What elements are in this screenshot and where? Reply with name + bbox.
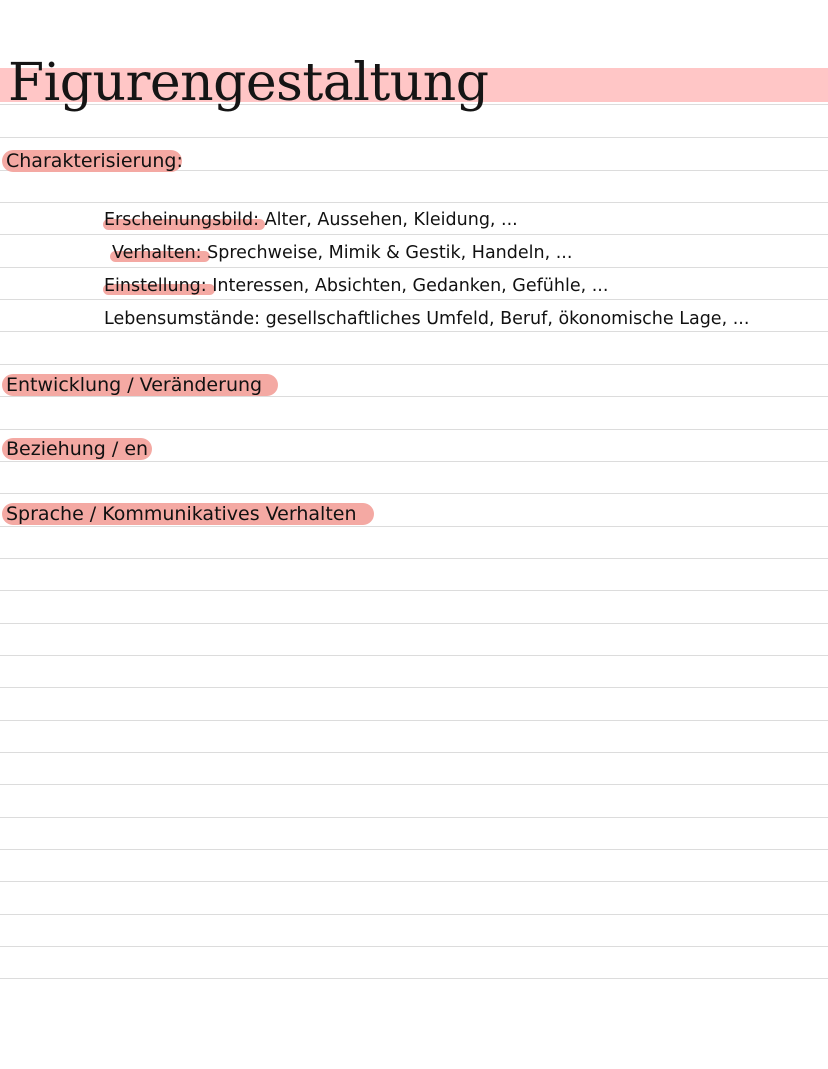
item-label: Einstellung: <box>104 276 207 296</box>
ruled-line <box>0 623 828 624</box>
ruled-line <box>0 687 828 688</box>
ruled-line <box>0 299 828 300</box>
ruled-line <box>0 720 828 721</box>
section-heading-entwicklung: Entwicklung / Veränderung <box>6 374 263 396</box>
ruled-line <box>0 849 828 850</box>
ruled-line <box>0 914 828 915</box>
ruled-line <box>0 978 828 979</box>
ruled-line <box>0 137 828 138</box>
ruled-line <box>0 429 828 430</box>
item-text: Alter, Aussehen, Kleidung, ... <box>264 210 518 230</box>
ruled-line <box>0 817 828 818</box>
item-text: Sprechweise, Mimik & Gestik, Handeln, ... <box>207 243 573 263</box>
ruled-line <box>0 558 828 559</box>
ruled-line <box>0 590 828 591</box>
ruled-line <box>0 461 828 462</box>
ruled-line <box>0 752 828 753</box>
ruled-line <box>0 784 828 785</box>
item-label: Verhalten: <box>112 243 202 263</box>
section-heading-beziehung: Beziehung / en <box>6 438 149 460</box>
list-item <box>112 242 572 264</box>
ruled-line <box>0 234 828 235</box>
section-heading-charakterisierung: Charakterisierung: <box>6 150 183 172</box>
ruled-line <box>0 364 828 365</box>
ruled-line <box>0 493 828 494</box>
list-item <box>104 209 518 231</box>
section-heading-sprache: Sprache / Kommunikatives Verhalten <box>6 503 357 525</box>
list-item <box>104 275 608 297</box>
ruled-line <box>0 202 828 203</box>
ruled-line <box>0 655 828 656</box>
item-label: Erscheinungsbild: <box>104 210 260 230</box>
item-label: Lebensumstände: <box>104 309 260 329</box>
ruled-line <box>0 946 828 947</box>
item-text: gesellschaftliches Umfeld, Beruf, ökonomische Lage, ... <box>265 309 750 329</box>
ruled-line <box>0 267 828 268</box>
item-text: Interessen, Absichten, Gedanken, Gefühle, ... <box>212 276 609 296</box>
ruled-line <box>0 526 828 527</box>
ruled-line <box>0 331 828 332</box>
list-item <box>104 308 749 330</box>
ruled-line <box>0 881 828 882</box>
page-title: Figurengestaltung <box>8 53 489 113</box>
